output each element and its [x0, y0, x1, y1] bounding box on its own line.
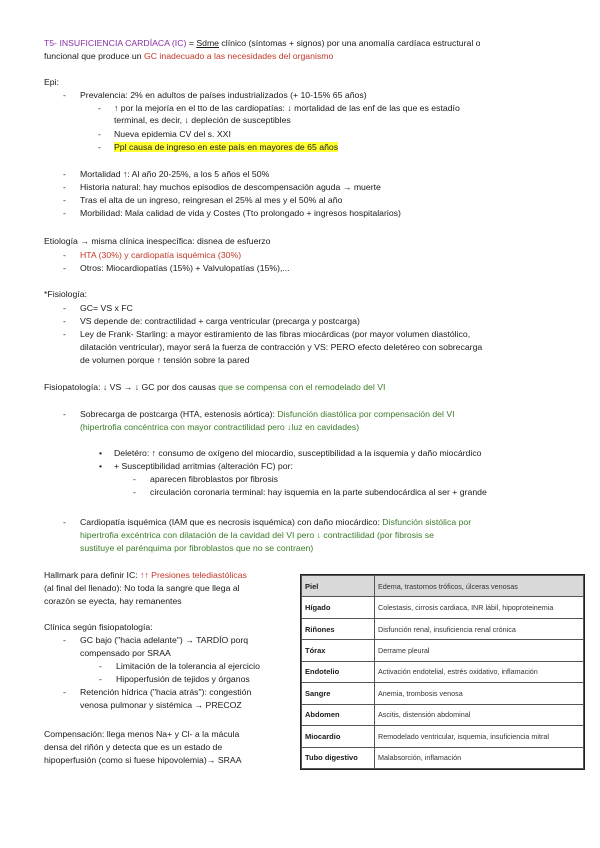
bullet-dash: -	[63, 263, 66, 273]
table-cell-organ: Riñones	[302, 618, 375, 639]
organ-effects-table	[300, 574, 585, 770]
table-cell-organ: Tubo digestivo	[302, 747, 375, 769]
deleterio-2-a: aparecen fibroblastos por fibrosis	[150, 474, 278, 484]
table-row	[302, 704, 584, 725]
fisiopatologia-heading-green: que se compensa con el remodelado del VI	[218, 382, 386, 392]
table-cell-organ: Piel	[302, 576, 375, 597]
table-row	[302, 661, 584, 682]
table-cell-organ: Endotelio	[302, 661, 375, 682]
bullet-dash: -	[133, 474, 136, 484]
hallmark-text: Hallmark para definir IC:	[44, 570, 141, 580]
postcarga-text: Sobrecarga de postcarga (HTA, estenosis aórtica):	[80, 409, 278, 419]
clinica-gc-sub2: Hipoperfusión de tejidos y órganos	[116, 674, 250, 684]
hallmark-line-3: corazón se eyecta, hay remanentes	[44, 596, 182, 606]
epi-sub3-highlight: Ppl causa de ingreso en este país en mayores de 65 años	[114, 142, 339, 152]
epi-morbilidad: Morbilidad: Mala calidad de vida y Costes (Tto prolongado + ingresos hospitalarios)	[80, 208, 401, 218]
bullet-dash: -	[63, 208, 66, 218]
compensacion-line-2: densa del riñón y detecta que es un estado de	[44, 742, 223, 752]
table-cell-organ: Tórax	[302, 640, 375, 661]
table-row	[302, 618, 584, 639]
deleterio-2-b: circulación coronaria terminal: hay isquemia en la parte subendocárdica al ser + grande	[150, 487, 487, 497]
table-row	[302, 683, 584, 704]
fisiologia-item3-a: Ley de Frank- Starling: a mayor estiramiento de las fibras miocárdicas (por mayor volumen diastólico,	[80, 329, 471, 339]
clinica-heading: Clínica según fisiopatología:	[44, 622, 153, 632]
title-line-2	[44, 50, 333, 63]
bullet-dash: -	[98, 103, 101, 113]
deleterio-1: Deletéro: ↑ consumo de oxígeno del miocardio, susceptibilidad a la isquemia y daño miocárdico	[114, 448, 482, 458]
bullet-dash: -	[98, 129, 101, 139]
table-cell-organ: Miocardio	[302, 726, 375, 747]
epi-tras: Tras el alta de un ingreso, reingresan el 25% al mes y el 50% al año	[80, 195, 343, 205]
table-row	[302, 640, 584, 661]
table-cell-effect: Anemia, trombosis venosa	[375, 683, 584, 704]
clinica-gc-sub1: Limitación de la tolerancia al ejercicio	[116, 661, 260, 671]
bullet-dash: -	[63, 517, 66, 527]
bullet-dash: -	[63, 635, 66, 645]
fisiopatologia-heading-text: Fisiopatología: ↓ VS → ↓ GC por dos causas	[44, 382, 219, 392]
document-title: T5- INSUFICIENCIA CARDÍACA (IC)	[44, 38, 187, 48]
bullet-dash: -	[63, 303, 66, 313]
isquemica-text: Cardiopatía isquémica (IAM que es necrosis isquémica) con daño miocárdico:	[80, 517, 383, 527]
bullet-dash: -	[99, 661, 102, 671]
title-line-1	[44, 37, 564, 50]
fisiologia-item2: VS depende de: contractilidad + carga ventricular (precarga y postcarga)	[80, 316, 360, 326]
hallmark-line-1	[44, 569, 247, 582]
bullet-dash: -	[63, 316, 66, 326]
table-cell-effect: Derrame pleural	[375, 640, 584, 661]
clinica-ret-a: Retención hídrica ("hacia atrás"): congestión	[80, 687, 252, 697]
fisiologia-item3-b: dilatación ventricular), mayor será la fuerza de contracción y VS: PERO efecto deletéreo con sobrecarga	[80, 342, 483, 352]
table-cell-organ: Abdomen	[302, 704, 375, 725]
compensacion-line-3: hipoperfusión (como si fuese hipovolemia)→ SRAA	[44, 755, 242, 765]
title-definition: clínico (síntomas + signos) por una anomalía cardíaca estructural o	[219, 38, 481, 48]
epi-mortalidad: Mortalidad ↑: Al año 20-25%, a los 5 años el 50%	[80, 169, 270, 179]
bullet-dash: -	[63, 409, 66, 419]
fisiopatologia-heading	[44, 381, 385, 394]
isquemica-line-b: hipertrofia excéntrica con dilatación de la cavidad del VI pero ↓ contractilidad (por fibrosis se	[80, 530, 434, 540]
epi-sub1-b: terminal, es decir, ↓ depleción de susceptibles	[114, 115, 291, 125]
bullet-dash: -	[63, 250, 66, 260]
table-row	[302, 576, 584, 597]
bullet-dash: -	[63, 90, 66, 100]
table-cell-effect: Colestasis, cirrosis cardiaca, INR lábil, hipoproteinemia	[375, 597, 584, 618]
table-cell-effect: Activación endotelial, estrés oxidativo, inflamación	[375, 661, 584, 682]
epi-sub2: Nueva epidemia CV del s. XXI	[114, 129, 231, 139]
clinica-ret-b: venosa pulmonar y sistémica → PRECOZ	[80, 700, 242, 710]
title-equals: =	[186, 38, 197, 48]
table-cell-effect: Remodelado ventricular, isquemia, insuficiencia mitral	[375, 726, 584, 747]
epi-prevalencia: Prevalencia: 2% en adultos de países industrializados (+ 10-15% 65 años)	[80, 90, 367, 100]
fisiologia-item1: GC= VS x FC	[80, 303, 133, 313]
clinica-gc-a: GC bajo ("hacia adelante") → TARDÍO porq	[80, 635, 249, 645]
bullet-dot: •	[99, 448, 103, 458]
fisiologia-heading: *Fisiología:	[44, 289, 87, 299]
isquemica-line-c: sustituye el parénquima por fibroblastos que no se contraen)	[80, 543, 314, 553]
table-row	[302, 597, 584, 618]
table-row	[302, 726, 584, 747]
etiologia-heading: Etiología → misma clínica inespecífica: disnea de esfuerzo	[44, 236, 271, 246]
etiologia-item2: Otros: Miocardiopatías (15%) + Valvulopatías (15%),...	[80, 263, 290, 273]
epi-historia: Historia natural: hay muchos episodios de descompensación aguda → muerte	[80, 182, 381, 192]
bullet-dash: -	[63, 687, 66, 697]
compensacion-line-1: Compensación: llega menos Na+ y Cl- a la mácula	[44, 729, 240, 739]
bullet-dash: -	[98, 142, 101, 152]
bullet-dash: -	[63, 182, 66, 192]
bullet-dash: -	[63, 329, 66, 339]
etiologia-item1: HTA (30%) y cardiopatía isquémica (30%)	[80, 250, 242, 260]
epi-heading: Epi:	[44, 77, 59, 87]
table-cell-effect: Edema, trastornos tróficos, úlceras venosas	[375, 576, 584, 597]
epi-sub1-a: ↑ por la mejoría en el tto de las cardiopatías: ↓ mortalidad de las enf de las que es estadío	[114, 103, 460, 113]
hallmark-red: ↑↑ Presiones telediastólicas	[140, 570, 247, 580]
title-line2-text: funcional que produce un	[44, 51, 144, 61]
sdme-term: Sdme	[196, 38, 220, 48]
postcarga-green: Disfunción diastólica por compensación del VI	[277, 409, 455, 419]
table-row	[302, 747, 584, 769]
clinica-gc-b: compensado por SRAA	[80, 648, 171, 658]
table-cell-organ: Sangre	[302, 683, 375, 704]
table-cell-effect: Disfunción renal, insuficiencia renal crónica	[375, 618, 584, 639]
fisiologia-item3-c: de volumen porque ↑ tensión sobre la pared	[80, 355, 250, 365]
title-line2-highlight: GC inadecuado a las necesidades del organismo	[143, 51, 334, 61]
table-cell-organ: Hígado	[302, 597, 375, 618]
bullet-dot: •	[99, 461, 103, 471]
table-cell-effect: Ascitis, distensión abdominal	[375, 704, 584, 725]
deleterio-2: + Susceptibilidad arritmias (alteración FC) por:	[114, 461, 293, 471]
bullet-dash: -	[99, 674, 102, 684]
bullet-dash: -	[63, 169, 66, 179]
table-cell-effect: Malabsorción, inflamación	[375, 747, 584, 769]
hallmark-line-2: (al final del llenado): No toda la sangre que llega al	[44, 583, 240, 593]
bullet-dash: -	[133, 487, 136, 497]
bullet-dash: -	[63, 195, 66, 205]
postcarga-line-b: (hipertrofia concéntrica con mayor contractilidad pero ↓luz en cavidades)	[80, 422, 360, 432]
isquemica-line-a	[80, 516, 471, 529]
isquemica-green: Disfunción sistólica por	[382, 517, 472, 527]
postcarga-line-a	[80, 408, 455, 421]
